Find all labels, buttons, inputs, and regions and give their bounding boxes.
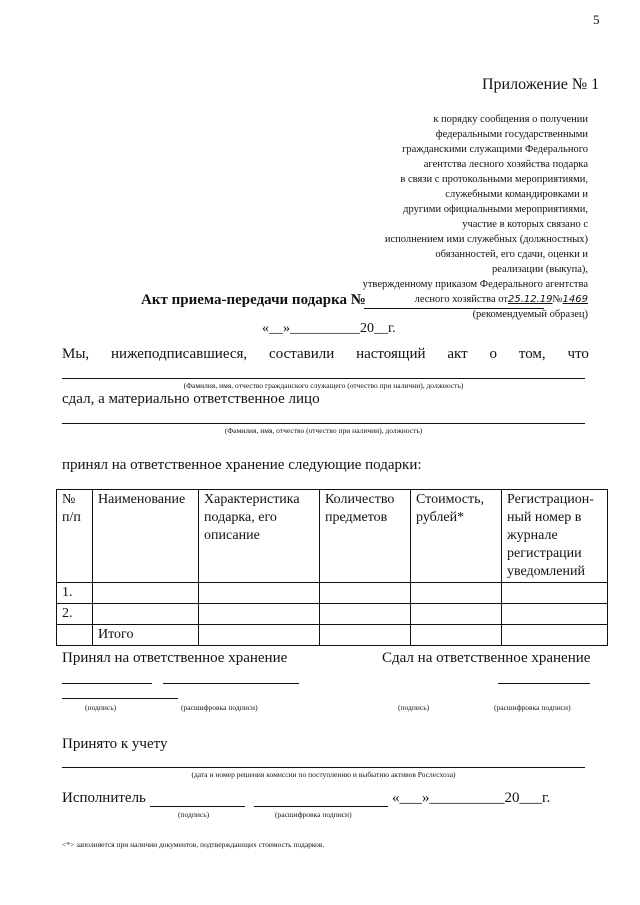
act-title: Акт приема-передачи подарка № [141, 292, 366, 308]
table-cell: 2. [57, 604, 93, 625]
handed-text: сдал, а материально ответственное лицо [62, 391, 320, 407]
intro-word: акт [447, 346, 468, 362]
table-cell [93, 604, 199, 625]
table-cell [199, 583, 320, 604]
order-number: 1469 [562, 294, 588, 305]
accepted-signature-line-2 [62, 698, 178, 699]
table-cell: 1. [57, 583, 93, 604]
executor-date: «___»__________20___г. [392, 790, 551, 806]
handed-signature-caption: (подпись) [398, 703, 430, 712]
table-cell [93, 583, 199, 604]
preamble-line: другими официальными мероприятиями, [403, 204, 588, 215]
preamble-line: участие в которых связано с [462, 219, 588, 230]
appendix-preamble [288, 112, 588, 322]
executor-signature-line [150, 806, 245, 807]
person-fill-line [62, 423, 585, 424]
executor-decode-line [254, 806, 388, 807]
table-cell [502, 604, 608, 625]
sample-note: (рекомендуемый образец) [472, 309, 588, 320]
handed-storage-label: Сдал на ответственное хранение [382, 650, 591, 666]
preamble-line: гражданскими служащими Федерального [402, 144, 588, 155]
col-name-header: Наименование [93, 490, 199, 583]
intro-word: составили [269, 346, 335, 362]
table-cell [57, 625, 93, 646]
preamble-line: агентства лесного хозяйства подарка [423, 159, 588, 170]
table-cell [411, 604, 502, 625]
appendix-title: Приложение № 1 [482, 76, 600, 93]
intro-sentence [62, 346, 589, 363]
col-cost-header: Стоимость, рублей* [411, 490, 502, 583]
intro-word: том, [518, 346, 546, 362]
preamble-line: утвержденному приказом Федерального агентства [362, 279, 588, 290]
intro-word: что [567, 346, 589, 362]
col-number-header: № п/п [57, 490, 93, 583]
table-cell [320, 604, 411, 625]
act-number-line [364, 308, 544, 309]
employee-caption: (Фамилия, имя, отчество гражданского служащего (отчество при наличии), должность) [183, 381, 464, 390]
table-total-row [57, 625, 608, 646]
order-prefix: лесного хозяйства от [414, 294, 508, 305]
col-quantity-header: Количество предметов [320, 490, 411, 583]
accepted-signature-caption: (подпись) [85, 703, 117, 712]
table-cell [199, 604, 320, 625]
executor-decode-caption: (расшифровка подписи) [275, 810, 352, 819]
intro-word: Мы, [62, 346, 90, 362]
executor-label: Исполнитель [62, 790, 146, 806]
act-date-line: «__»__________20__г. [262, 321, 396, 336]
person-caption: (Фамилия, имя, отчество (отчество при наличии), должность) [224, 426, 423, 435]
accepted-text: принял на ответственное хранение следующие подарки: [62, 457, 422, 473]
preamble-line: федеральными государственными [435, 129, 588, 140]
col-registration-header: Регистрацион-ный номер в журнале регистрации уведомлений [502, 490, 608, 583]
table-cell [320, 583, 411, 604]
table-cell [502, 625, 608, 646]
order-date: 25.12.19 [507, 294, 553, 305]
intro-word: о [489, 346, 498, 362]
accepted-decode-line [163, 683, 299, 684]
employee-fill-line [62, 378, 585, 379]
table-cell [320, 625, 411, 646]
table-row [57, 583, 608, 604]
table-cell [199, 625, 320, 646]
intro-word: нижеподписавшиеся, [111, 346, 248, 362]
accepted-storage-label: Принял на ответственное хранение [62, 650, 288, 666]
preamble-line: в связи с протокольными мероприятиями, [400, 174, 588, 185]
col-description-header: Характеристика подарка, его описание [199, 490, 320, 583]
handed-signature-line [498, 683, 590, 684]
order-number-sign: № [552, 294, 563, 305]
preamble-line: реализации (выкупа), [491, 264, 588, 275]
executor-signature-caption: (подпись) [178, 810, 210, 819]
accounted-label: Принято к учету [62, 736, 168, 752]
preamble-line: служебными командировками и [445, 189, 588, 200]
preamble-line: обязанностей, его сдачи, оценки и [435, 249, 588, 260]
preamble-line: к порядку сообщения о получении [433, 114, 588, 125]
table-cell [411, 583, 502, 604]
commission-caption: (дата и номер решения комиссии по поступлению и выбытию активов Рослесхоза) [191, 770, 456, 779]
preamble-line: исполнением ими служебных (должностных) [384, 234, 588, 245]
table-row [57, 604, 608, 625]
table-cell [411, 625, 502, 646]
intro-word: настоящий [356, 346, 426, 362]
handed-decode-caption: (расшифровка подписи) [494, 703, 571, 712]
accepted-decode-caption: (расшифровка подписи) [181, 703, 258, 712]
accepted-signature-line [62, 683, 152, 684]
commission-fill-line [62, 767, 585, 768]
total-label: Итого [93, 625, 199, 646]
table-header-row [57, 490, 608, 583]
gifts-table [56, 489, 608, 646]
table-cell [502, 583, 608, 604]
footnote: <*> заполняется при наличии документов, подтверждающих стоимость подарков. [62, 840, 325, 849]
page-number: 5 [593, 12, 600, 27]
